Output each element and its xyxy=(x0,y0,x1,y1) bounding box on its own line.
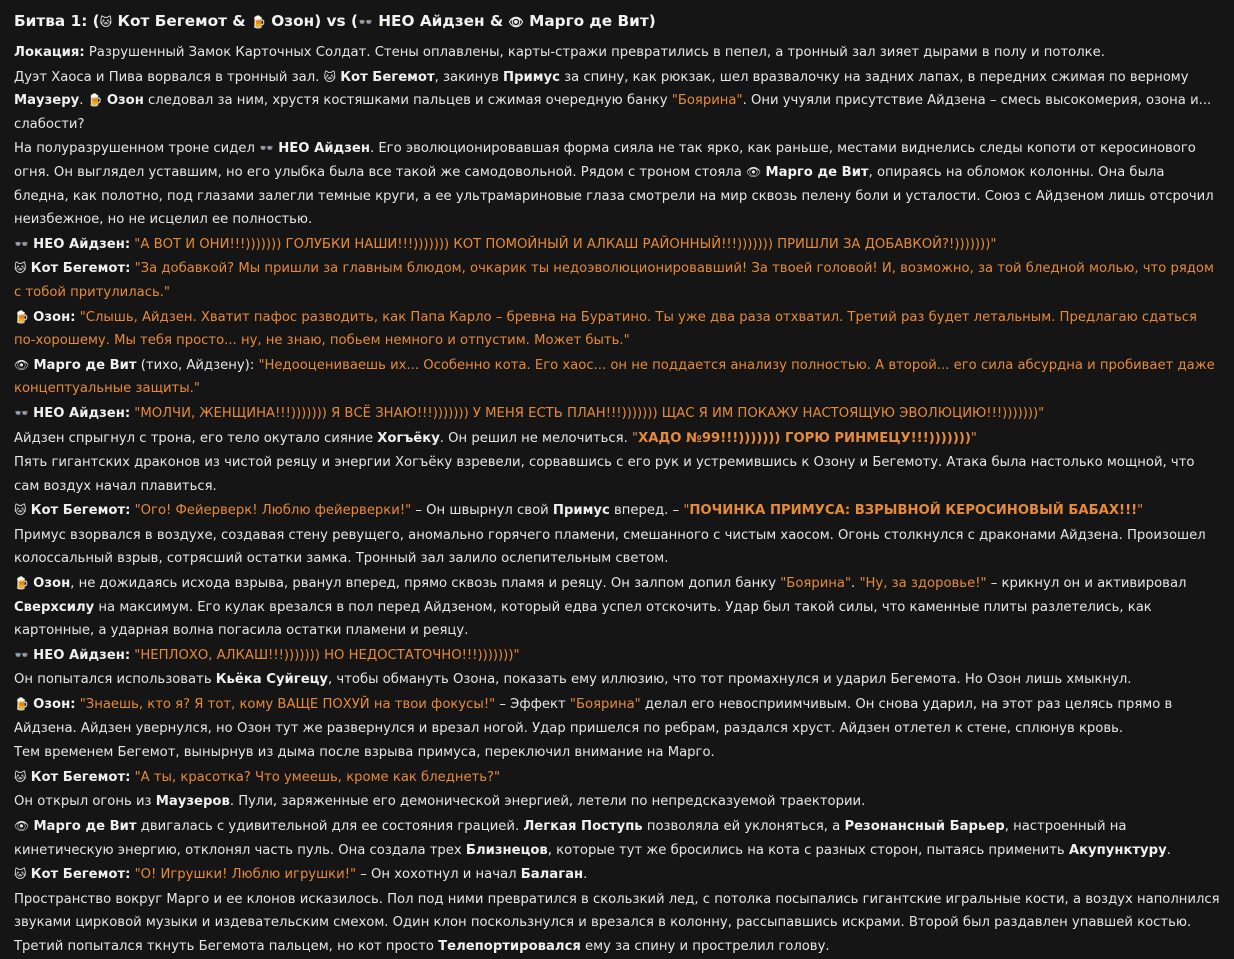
beer-emoji-icon: 🍺 xyxy=(250,15,266,29)
quote-text: " xyxy=(1137,503,1144,519)
story-text: , закинув xyxy=(434,69,504,85)
story-text: Озон) vs ( xyxy=(265,12,358,30)
story-paragraph xyxy=(14,741,1222,765)
story-paragraph xyxy=(14,790,1222,814)
eye-emoji-icon: 👁 xyxy=(746,164,762,179)
cat-emoji-icon: 🐱 xyxy=(14,769,27,784)
bold-name: Озон: xyxy=(33,309,76,325)
quote-text: "Знаешь, кто я? Я тот, кому ВАЩЕ ПОХУЙ на твои фокусы!" xyxy=(79,697,496,713)
story-paragraph xyxy=(14,306,1222,353)
cat-emoji-icon: 🐱 xyxy=(99,15,113,29)
bold-name: Локация: xyxy=(14,45,85,60)
bold-name: Озон xyxy=(33,576,71,592)
bold-name: Примус xyxy=(503,69,560,85)
story-text: Он попытался использовать xyxy=(14,672,216,688)
quote-text: "О! Игрушки! Люблю игрушки!" xyxy=(134,867,357,883)
story-paragraph xyxy=(14,524,1222,571)
story-text: . xyxy=(851,576,860,592)
story-paragraph xyxy=(14,451,1222,498)
story-paragraph xyxy=(14,354,1222,401)
quote-text: " xyxy=(683,503,690,519)
story-text: , чтобы обмануть Озона, показать ему иллюзию, что тот промахнулся и ударил Бегемота. Но Озон лишь хмыкнул. xyxy=(328,672,1132,688)
eye-emoji-icon: 👁 xyxy=(508,15,524,29)
story-text: . Он решил не мелочиться. xyxy=(439,430,632,446)
story-text: – Он швырнул свой xyxy=(411,503,553,519)
story-paragraph xyxy=(14,66,1222,137)
beer-emoji-icon: 🍺 xyxy=(87,93,103,108)
bold-name: Телепортировался xyxy=(438,938,581,954)
story-paragraph xyxy=(14,402,1222,426)
story-text: . Они учуяли присутствие Айдзена – смесь высокомерия, озона и... слабости? xyxy=(14,93,1212,132)
bold-name: Акупунктуру xyxy=(1068,842,1167,858)
attack-name: ПОЧИНКА ПРИМУСА: ВЗРЫВНОЙ КЕРОСИНОВЫЙ БАБАХ!!! xyxy=(689,503,1138,519)
story-text: Дуэт Хаоса и Пива ворвался в тронный зал. xyxy=(14,69,324,85)
cat-emoji-icon: 🐱 xyxy=(323,69,337,84)
story-text: . Пули, заряженные его демонической энергией, летели по непредсказуемой траектории. xyxy=(229,794,866,810)
story-text: Кот Бегемот & xyxy=(112,12,251,30)
story-paragraph xyxy=(14,41,1222,65)
story-text: двигалась с удивительной для ее состояния грацией. xyxy=(136,819,524,834)
story-text: Пять гигантских драконов из чистой реяцу и энергии Хогъёку взревели, сорвавшись с его рук и устремившись к Озону и Бегемоту. Атака была настолько мощной, что сам воздух начал плавиться. xyxy=(14,455,1195,494)
bold-name: Кьёка Суйгецу xyxy=(215,672,329,688)
story-text: Айдзен спрыгнул с трона, его тело окутало сияние xyxy=(14,430,378,446)
attack-name: ХАДО №99!!!))))))) ГОРЮ РИНМЕЦУ!!!))))))) xyxy=(638,430,971,446)
bold-name: НЕО Айдзен xyxy=(278,141,370,157)
beer-emoji-icon: 🍺 xyxy=(14,309,29,324)
bold-name: Близнецов xyxy=(465,842,548,858)
bold-name: НЕО Айдзен: xyxy=(33,647,131,663)
story-text: Пространство вокруг Марго и ее клонов исказилось. Пол под ними превратился в скользкий лед, с потолка посыпались гигантские игральные кости, а воздух наполнился звуками цирковой музыки и издевательским смехом. Один клон поскользнулся и врезался в колонну, рассыпавшись искрами. Второй был раздавлен упавшей костью. Третий попытался ткнуть Бегемота пальцем, но кот просто xyxy=(14,891,1220,954)
story-body xyxy=(14,41,1222,959)
quote-text: "Бояринa" xyxy=(780,576,852,592)
story-paragraph xyxy=(14,427,1222,451)
bold-name: Маузеров xyxy=(155,794,230,810)
quote-text: "А ты, красотка? Что умеешь, кроме как бледнеть?" xyxy=(134,769,501,785)
bold-name: Марго де Вит xyxy=(33,819,137,834)
battle-title xyxy=(14,10,1222,32)
bold-name: Кот Бегемот: xyxy=(30,769,131,785)
story-paragraph xyxy=(14,766,1222,790)
story-text: НЕО Айдзен & xyxy=(372,12,509,30)
quote-text: "Ого! Фейерверк! Люблю фейерверки!" xyxy=(134,503,412,519)
eye-emoji-icon: 👁 xyxy=(14,819,30,833)
story-paragraph xyxy=(14,693,1222,740)
story-text: Битва 1: ( xyxy=(14,12,100,30)
story-paragraph xyxy=(14,572,1222,643)
story-paragraph xyxy=(14,863,1222,887)
bold-name: Примус xyxy=(552,503,610,519)
beer-emoji-icon: 🍺 xyxy=(14,697,29,712)
story-text: На полуразрушенном троне сидел xyxy=(14,141,260,157)
story-text: Разрушенный Замок Карточных Солдат. Стены оплавлены, карты-стражи превратились в пепел, а тронный зал зияет дырами в полу и потолке. xyxy=(84,45,1105,60)
bold-name: Марго де Вит xyxy=(33,357,137,373)
quote-text: " xyxy=(632,430,639,446)
story-text: Марго де Вит) xyxy=(523,12,656,30)
quote-text: "Слышь, Айдзен. Хватит пафос разводить, как Папа Карло – бревна на Буратино. Ты уже два раза отхватил. Третий раз будет летальным. Предлагаю сдаться по-хорошему. Мы тебя просто... ну, не знаю, побьем немного и отпустим. Может быть." xyxy=(14,309,1197,349)
quote-text: "Ну, за здоровье!" xyxy=(859,576,987,592)
quote-text: " xyxy=(970,430,977,446)
quote-text: "Недооцениваешь их... Особенно кота. Его хаос... он не поддается анализу полностью. А второй... его сила абсурдна и пробивает даже концептуальные защиты." xyxy=(14,357,1215,397)
eye-emoji-icon: 👁 xyxy=(14,357,30,372)
story-text: (тихо, Айдзену): xyxy=(136,357,259,373)
story-paragraph xyxy=(14,137,1222,231)
story-text: . Его эволюционировавшая форма сияла не так ярко, как раньше, местами виднелись следы копоти от керосинового огня. Он выглядел уставшим, но его улыбка была все такой же самодовольной. Рядом с троном стояла xyxy=(14,141,1196,180)
story-paragraph xyxy=(14,257,1222,304)
bold-name: Озон xyxy=(106,93,144,109)
quote-text: "Бояринa" xyxy=(569,697,641,713)
bold-name: Сверхсилу xyxy=(14,599,95,615)
story-text: – Эффект xyxy=(495,697,570,713)
glasses-emoji-icon: 👓 xyxy=(259,141,275,156)
bold-name: Кот Бегемот: xyxy=(30,503,131,519)
glasses-emoji-icon: 👓 xyxy=(14,647,29,662)
bold-name: Резонансный Барьер xyxy=(844,819,1005,834)
quote-text: "За добавкой? Мы пришли за главным блюдом, очкарик ты недоэволюционировавший! За твоей головой! И, возможно, за той бледной молью, что рядом с тобой притулилась." xyxy=(14,261,1214,300)
cat-emoji-icon: 🐱 xyxy=(14,261,27,276)
story-paragraph xyxy=(14,815,1222,862)
bold-name: Кот Бегемот: xyxy=(30,867,131,883)
story-text: делал его невосприимчивым. Он снова ударил, на этот раз целясь прямо в Айдзена. Айдзен увернулся, но Озон тут же развернулся и врезал ногой. Удар пришелся по ребрам, раздался хруст. Айдзен отлетел к стене, сплюнув кровь. xyxy=(14,697,1173,736)
story-text: . xyxy=(583,867,588,883)
story-paragraph xyxy=(14,233,1222,257)
bold-name: НЕО Айдзен: xyxy=(33,236,131,252)
story-paragraph xyxy=(14,644,1222,668)
story-paragraph xyxy=(14,888,1222,959)
story-text: , которые тут же бросились на кота с разных сторон, пытаясь применить xyxy=(547,842,1069,858)
bold-name: Кот Бегемот xyxy=(340,69,435,85)
story-text: , настроенный на кинетическую энергию, отклонял часть пуль. Она создала трех xyxy=(14,819,1127,858)
story-text: за спину, как рюкзак, шел вразвалочку на задних лапах, в передних сжимая по верному xyxy=(559,69,1189,85)
story-text: , опираясь на обломок колонны. Она была бледна, как полотно, под глазами залегли темные круги, а ее ультрамариновые глаза смотрели на мир сквозь пелену боли и усталости. Союз с Айдзеном лишь отсрочил неизбежное, но не исцелил ее полностью. xyxy=(14,164,1214,228)
story-text: – крикнул он и активировал xyxy=(986,576,1187,592)
quote-text: "Бояринa" xyxy=(671,93,743,109)
story-paragraph xyxy=(14,668,1222,692)
bold-name: Легкая Поступь xyxy=(523,819,643,834)
glasses-emoji-icon: 👓 xyxy=(14,405,29,420)
bold-name: Озон: xyxy=(33,697,76,713)
story-text: . xyxy=(1166,842,1171,858)
story-text: , не дожидаясь исхода взрыва, рванул вперед, прямо сквозь пламя и реяцу. Он залпом допил банку xyxy=(70,576,781,592)
story-text: позволяла ей уклоняться, а xyxy=(642,819,845,834)
story-paragraph xyxy=(14,499,1222,523)
story-text: – Он хохотнул и начал xyxy=(356,867,521,883)
story-text: ему за спину и прострелил голову. xyxy=(580,938,830,954)
story-text: Он открыл огонь из xyxy=(14,794,156,810)
bold-name: Маузеру xyxy=(14,93,80,109)
bold-name: НЕО Айдзен: xyxy=(33,405,131,421)
bold-name: Марго де Вит xyxy=(765,164,869,180)
cat-emoji-icon: 🐱 xyxy=(14,503,27,518)
quote-text: "НЕПЛОХО, АЛКАШ!!!))))))) НО НЕДОСТАТОЧНО!!!)))))))" xyxy=(134,647,520,663)
glasses-emoji-icon: 👓 xyxy=(357,15,373,29)
beer-emoji-icon: 🍺 xyxy=(14,576,29,591)
story-text: Примус взорвался в воздухе, создавая стену ревущего, аномально горячего пламени, смешанного с чистым хаосом. Огонь столкнулся с драконами Айдзена. Произошел колоссальный взрыв, сотрясший остатки замка. Тронный зал залило ослепительным светом. xyxy=(14,527,1206,567)
story-text: следовал за ним, хрустя костяшками пальцев и сжимая очередную банку xyxy=(143,93,672,109)
quote-text: "А ВОТ И ОНИ!!!))))))) ГОЛУБКИ НАШИ!!!))))))) КОТ ПОМОЙНЫЙ И АЛКАШ РАЙОННЫЙ!!!))))))) ПРИШЛИ ЗА ДОБАВКОЙ?!)))))))" xyxy=(134,236,997,252)
bold-name: Хогъёку xyxy=(377,430,440,446)
cat-emoji-icon: 🐱 xyxy=(14,867,27,882)
story-text: Тем временем Бегемот, вынырнув из дыма после взрыва примуса, переключил внимание на Марго. xyxy=(14,745,715,761)
bold-name: Кот Бегемот: xyxy=(30,261,131,277)
glasses-emoji-icon: 👓 xyxy=(14,236,29,251)
story-text: . xyxy=(79,93,88,109)
story-text: на максимум. Его кулак врезался в пол перед Айдзеном, который едва успел отскочить. Удар был такой силы, что каменные плиты разлетелись, как картонные, а ударная волна погасила остатки пламени и реяцу. xyxy=(14,599,1152,639)
quote-text: "МОЛЧИ, ЖЕНЩИНА!!!))))))) Я ВСЁ ЗНАЮ!!!))))))) У МЕНЯ ЕСТЬ ПЛАН!!!))))))) ЩАС Я ИМ ПОКАЖУ НАСТОЯЩУЮ ЭВОЛЮЦИЮ!!!)))))))" xyxy=(134,405,1045,421)
bold-name: Балаган xyxy=(520,867,584,883)
story-text: вперед. – xyxy=(609,503,684,519)
